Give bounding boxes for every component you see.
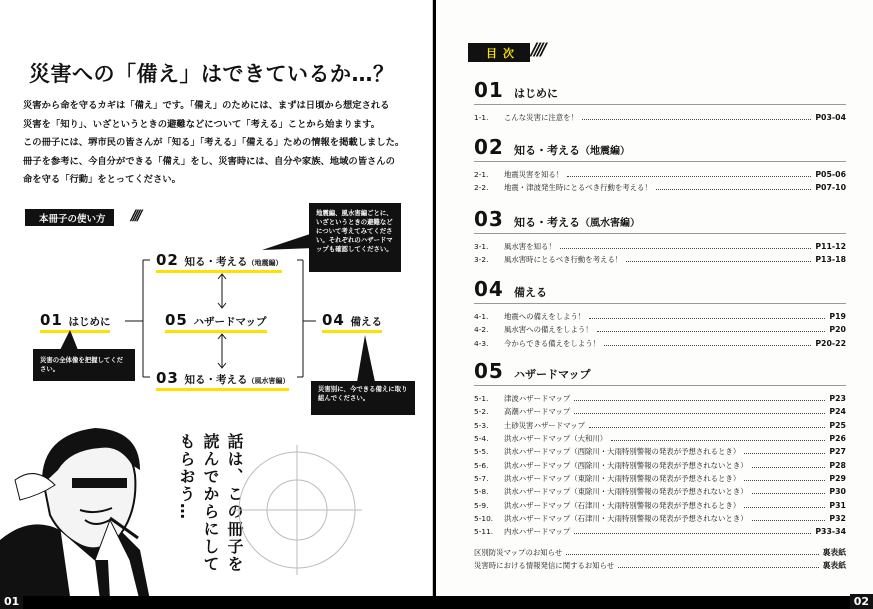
row-title: 区別防災マップのお知らせ <box>474 548 563 558</box>
row-page: P29 <box>829 473 846 483</box>
node-number: 02 <box>156 251 179 269</box>
toc-section-header <box>474 135 846 162</box>
crosshair-icon <box>232 445 362 575</box>
section-subtitle: （地震編） <box>580 146 630 157</box>
row-title: 風水害時にとるべき行動を考える！ <box>504 255 623 265</box>
section-title: ハザードマップ <box>514 368 591 381</box>
toc-row[interactable] <box>474 472 846 485</box>
character-illustration <box>0 420 175 596</box>
row-title: 風水害への備えをしよう！ <box>504 325 593 335</box>
toc-row[interactable] <box>474 405 846 418</box>
row-page: P19 <box>829 312 846 322</box>
toc-section-header <box>474 207 846 234</box>
toc-row[interactable] <box>474 181 846 194</box>
row-number: 4-3. <box>474 338 489 348</box>
node-number: 03 <box>156 369 179 387</box>
row-title: 地震・津波発生時にとるべき行動を考える！ <box>504 183 652 193</box>
toc-row[interactable] <box>474 337 846 350</box>
leader-dots <box>744 503 825 508</box>
row-title: 津波ハザードマップ <box>504 394 571 404</box>
leader-dots <box>597 327 826 332</box>
toc-extra-row[interactable] <box>474 559 846 572</box>
toc-section-header <box>474 277 846 304</box>
row-title: 洪水ハザードマップ（西除川・大雨特別警報の発表が予想されないとき） <box>504 460 748 470</box>
toc-row[interactable] <box>474 445 846 458</box>
leader-dots <box>744 476 825 481</box>
row-number: 5-4. <box>474 434 489 444</box>
leader-dots <box>582 115 811 120</box>
row-number: 3-2. <box>474 255 489 265</box>
row-number: 5-5. <box>474 447 489 457</box>
row-number: 2-1. <box>474 170 489 180</box>
leader-dots <box>560 244 812 249</box>
row-title: 地震災害を知る！ <box>504 170 564 180</box>
section-title: 備える <box>514 286 547 299</box>
section-title: はじめに <box>514 87 558 100</box>
slogan-line: 話は、この冊子を <box>225 433 244 573</box>
toc-section <box>474 207 846 267</box>
leader-dots <box>604 341 811 346</box>
node-label: 知る・考える <box>184 374 248 386</box>
slash-decoration: //// <box>531 40 544 60</box>
node-sublabel: （地震編） <box>247 259 283 267</box>
toc-heading: 目次 <box>468 43 530 62</box>
row-title: 高潮ハザードマップ <box>504 407 571 417</box>
toc-rows <box>474 240 846 267</box>
toc-row[interactable] <box>474 419 846 432</box>
row-page: P26 <box>829 434 846 444</box>
section-title: 知る・考える <box>514 144 580 157</box>
row-title: 洪水ハザードマップ（東除川・大雨特別警報の発表が予想されないとき） <box>504 487 748 497</box>
leader-dots <box>618 563 818 568</box>
row-number: 2-2. <box>474 183 489 193</box>
row-page: P07-10 <box>815 183 846 193</box>
row-title: 内水ハザードマップ <box>504 527 571 537</box>
slogan-line: 読んでからにして <box>201 433 220 573</box>
toc-row[interactable] <box>474 458 846 471</box>
toc-row[interactable] <box>474 485 846 498</box>
section-number: 01 <box>474 78 504 102</box>
row-title: 災害時における情報発信に関するお知らせ <box>474 561 615 571</box>
row-number: 4-1. <box>474 312 489 322</box>
intro-line: 冊子を参考に、今自分ができる「備え」をし、災害時には、自分や家族、地域の皆さんの <box>23 155 395 167</box>
toc-rows <box>474 392 846 538</box>
toc-row[interactable] <box>474 392 846 405</box>
toc-row[interactable] <box>474 323 846 336</box>
toc-row[interactable] <box>474 498 846 511</box>
toc-section <box>474 277 846 350</box>
toc-row[interactable] <box>474 168 846 181</box>
row-number: 4-2. <box>474 325 489 335</box>
row-number: 5-1. <box>474 394 489 404</box>
speech-bubble-prepare: 災害別に、今できる備えに取り組んでください。 <box>311 381 415 415</box>
toc-extras <box>474 546 846 573</box>
toc-row[interactable] <box>474 525 846 538</box>
leader-dots <box>566 550 818 555</box>
intro-line: 命を守る「行動」をとってください。 <box>23 174 181 185</box>
slogan-line: もらおう… <box>177 433 196 521</box>
row-number: 5-6. <box>474 460 489 470</box>
section-number: 04 <box>474 277 504 301</box>
slash-decoration: //// <box>131 208 140 224</box>
node-number: 05 <box>165 311 188 329</box>
flow-node-03 <box>156 368 289 391</box>
howto-label: 本冊子の使い方 <box>25 209 114 226</box>
toc-row[interactable] <box>474 432 846 445</box>
toc-row[interactable] <box>474 512 846 525</box>
row-page: P33-34 <box>815 527 846 537</box>
page-number-left: 01 <box>0 594 23 609</box>
intro-text <box>23 97 423 190</box>
leader-dots <box>752 516 826 521</box>
speech-bubble-intro: 災害の全体像を把握してください。 <box>33 349 135 381</box>
leader-dots <box>589 314 825 319</box>
row-page: P11-12 <box>815 242 846 252</box>
row-page: P20 <box>829 325 846 335</box>
node-label: 備える <box>350 316 382 328</box>
row-title: 洪水ハザードマップ（石津川・大雨特別警報の発表が予想されないとき） <box>504 513 748 523</box>
toc-extra-row[interactable] <box>474 546 846 559</box>
row-page: P25 <box>829 420 846 430</box>
row-page: P03-04 <box>815 113 846 123</box>
toc-rows <box>474 310 846 350</box>
row-page: P23 <box>829 394 846 404</box>
row-page: 裏表紙 <box>822 548 846 558</box>
leader-dots <box>611 436 825 441</box>
node-label: はじめに <box>68 316 111 328</box>
row-number: 3-1. <box>474 242 489 252</box>
leader-dots <box>574 409 825 414</box>
row-number: 5-9. <box>474 500 489 510</box>
row-number: 5-2. <box>474 407 489 417</box>
row-number: 1-1. <box>474 113 489 123</box>
row-number: 5-7. <box>474 473 489 483</box>
row-title: 風水害を知る！ <box>504 242 556 252</box>
toc-section-header <box>474 78 846 105</box>
leader-dots <box>567 172 811 177</box>
row-number: 5-8. <box>474 487 489 497</box>
leader-dots <box>656 185 812 190</box>
node-label: ハザードマップ <box>193 316 267 328</box>
node-sublabel: （風水害編） <box>247 377 290 385</box>
node-number: 04 <box>322 311 345 329</box>
toc-row[interactable] <box>474 310 846 323</box>
page-title: 災害への「備え」はできているか…？ <box>29 62 395 86</box>
leader-dots <box>574 529 811 534</box>
row-page: 裏表紙 <box>822 561 846 571</box>
row-number: 5-3. <box>474 420 489 430</box>
row-title: 土砂災害ハザードマップ <box>504 420 586 430</box>
speech-bubble-flood: 地震編、風水害編ごとに、いざというときの避難などについて考えてみてください。それぞれのハザードマップも確認してください。 <box>309 203 401 272</box>
bubble-tail <box>355 335 385 383</box>
toc-section <box>474 135 846 195</box>
row-number: 5-10. <box>474 513 494 523</box>
row-title: 洪水ハザードマップ（大和川） <box>504 434 608 444</box>
page-number-right: 02 <box>850 594 873 609</box>
flow-node-02 <box>156 250 282 273</box>
leader-dots <box>744 449 825 454</box>
section-subtitle: （風水害編） <box>580 218 640 229</box>
toc-row[interactable] <box>474 240 846 253</box>
toc-row[interactable] <box>474 111 846 124</box>
row-page: P05-06 <box>815 170 846 180</box>
row-title: 今からできる備えをしよう！ <box>504 338 601 348</box>
toc-section-header <box>474 359 846 386</box>
toc-row[interactable] <box>474 253 846 266</box>
row-title: 洪水ハザードマップ（石津川・大雨特別警報の発表が予想されるとき） <box>504 500 741 510</box>
left-page <box>0 0 433 596</box>
row-number: 5-11. <box>474 527 494 537</box>
leader-dots <box>626 257 811 262</box>
toc-rows <box>474 168 846 195</box>
row-page: P20-22 <box>815 338 846 348</box>
node-number: 01 <box>40 311 63 329</box>
section-title: 知る・考える <box>514 216 580 229</box>
row-page: P32 <box>829 513 846 523</box>
row-page: P13-18 <box>815 255 846 265</box>
flow-node-04 <box>322 310 382 333</box>
row-page: P28 <box>829 460 846 470</box>
row-title: 洪水ハザードマップ（西除川・大雨特別警報の発表が予想されるとき） <box>504 447 741 457</box>
row-page: P31 <box>829 500 846 510</box>
leader-dots <box>574 396 825 401</box>
row-title: 洪水ハザードマップ（東除川・大雨特別警報の発表が予想されるとき） <box>504 473 741 483</box>
row-page: P30 <box>829 487 846 497</box>
flow-node-05 <box>165 310 267 333</box>
leader-dots <box>589 423 825 428</box>
intro-line: 災害から命を守るカギは「備え」です。「備え」のためには、まずは日頃から想定される <box>23 100 390 111</box>
leader-dots <box>752 489 826 494</box>
section-number: 05 <box>474 359 504 383</box>
section-number: 02 <box>474 135 504 159</box>
toc-section <box>474 359 846 538</box>
row-title: こんな災害に注意を！ <box>504 113 578 123</box>
row-title: 地震への備えをしよう！ <box>504 312 586 322</box>
intro-line: この冊子には、堺市民の皆さんが「知る」「考える」「備える」ための情報を掲載しました。 <box>23 137 405 148</box>
node-label: 知る・考える <box>184 256 248 268</box>
row-page: P24 <box>829 407 846 417</box>
leader-dots <box>752 463 826 468</box>
toc-section <box>474 78 846 124</box>
toc-rows <box>474 111 846 124</box>
row-page: P27 <box>829 447 846 457</box>
intro-line: 災害を「知り」、いざというときの避難などについて「考える」ことから始まります。 <box>23 118 380 130</box>
section-number: 03 <box>474 207 504 231</box>
